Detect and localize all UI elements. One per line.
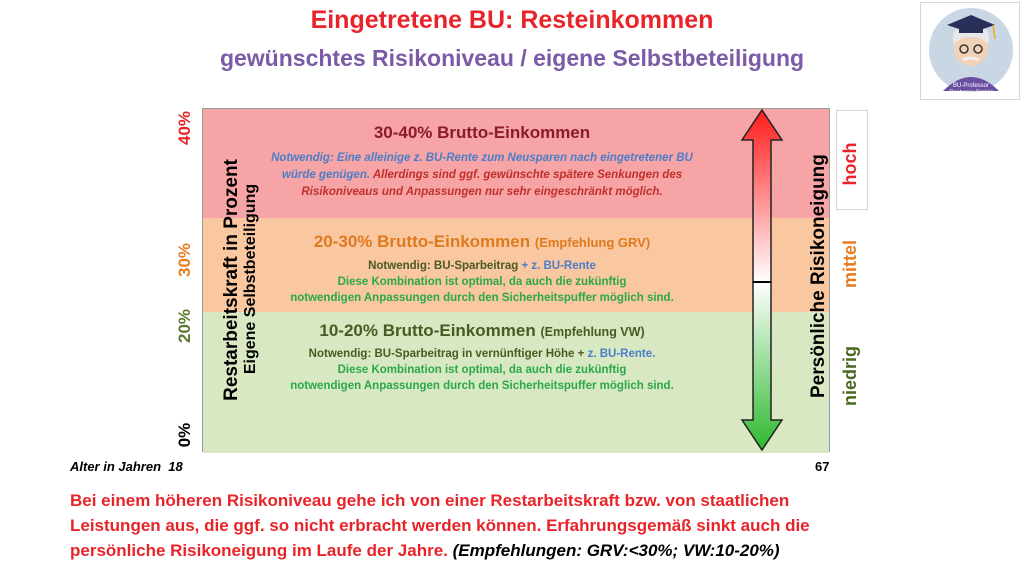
risk-level-mid: mittel — [840, 240, 860, 289]
bottom-line3: persönliche Risikoneigung im Laufe der Jahre. — [70, 541, 448, 560]
title: Eingetretene BU: Resteinkommen — [310, 6, 714, 34]
risk-level-high: hoch — [840, 142, 860, 186]
logo-line1: BU-Professor — [952, 83, 990, 89]
subtitle: gewünschtes Risikoniveau / eigene Selbstbeteiligung — [219, 45, 805, 71]
band-mid-p2: Diese Kombination ist optimal, da auch die zukünftig — [337, 276, 627, 288]
band-low-p1b: z. BU-Rente. — [587, 348, 656, 360]
risk-double-arrow-icon — [740, 108, 784, 452]
band-mid-p3: notwendigen Anpassungen durch den Sicherheitspuffer möglich sind. — [290, 292, 674, 304]
band-low-p1a: Notwendig: BU-Sparbeitrag in vernünftiger Höhe + — [308, 348, 585, 360]
risikoneigung-label: Persönliche Risikoneigung — [808, 154, 829, 398]
x-axis-end: 67 — [815, 459, 830, 474]
bottom-line1: Bei einem höheren Risikoniveau gehe ich von einer Restarbeitskraft bzw. von staatlichen — [70, 491, 790, 510]
band-low-heading: 10-20% Brutto-Einkommen — [319, 321, 536, 340]
band-mid-heading-wrap — [202, 232, 762, 252]
band-mid-heading: 20-30% Brutto-Einkommen — [313, 232, 531, 251]
band-high-heading: 30-40% Brutto-Einkommen — [373, 123, 591, 142]
band-mid-p1a: Notwendig: BU-Sparbeitrag — [368, 260, 519, 272]
y-label-0: 0% — [175, 422, 194, 448]
band-low-p2: Diese Kombination ist optimal, da auch die zukünftig — [337, 364, 627, 376]
selbstbeteiligung-label: Eigene Selbstbeteiligung — [242, 183, 259, 375]
risk-level-low: niedrig — [840, 346, 860, 407]
y-label-20: 20% — [175, 308, 194, 344]
band-high-text — [202, 150, 762, 201]
band-low-p3: notwendigen Anpassungen durch den Sicherheitspuffer möglich sind. — [290, 380, 674, 392]
band-high-p3: Allerdings sind ggf. gewünschte spätere Senkungen des — [372, 169, 683, 181]
band-low-recommend: (Empfehlung VW) — [540, 325, 645, 339]
y-label-30: 30% — [175, 242, 194, 278]
x-axis-start-value: 18 — [168, 459, 183, 474]
professor-logo — [920, 2, 1020, 100]
bottom-explanation — [70, 488, 970, 563]
band-high-p2: würde genügen. — [281, 169, 371, 181]
band-high-p1: Notwendig: Eine alleinige z. BU-Rente zum Neusparen nach eingetretener BU — [271, 152, 693, 164]
band-mid-text — [202, 258, 762, 306]
x-axis-label: Alter in Jahren — [70, 459, 162, 474]
band-high-p4: Risikoniveaus und Anpassungen nur sehr eingeschränkt möglich. — [301, 186, 663, 198]
x-axis-start — [70, 459, 183, 474]
y-label-40: 40% — [175, 110, 194, 146]
band-low-heading-wrap — [202, 321, 762, 341]
professor-avatar-icon — [921, 3, 1021, 101]
band-mid-recommend: (Empfehlung GRV) — [534, 235, 651, 250]
bottom-tail: (Empfehlungen: GRV:<30%; VW:10-20%) — [452, 541, 780, 560]
logo-line2: Pochorer GmbH — [949, 90, 993, 96]
band-low-text — [202, 346, 762, 394]
band-mid-p1b: + z. BU-Rente — [521, 260, 596, 272]
bottom-line2: Leistungen aus, die ggf. so nicht erbracht werden können. Erfahrungsgemäß sinkt auch die — [70, 516, 810, 535]
restarbeitskraft-label: Restarbeitskraft in Prozent — [221, 159, 242, 401]
